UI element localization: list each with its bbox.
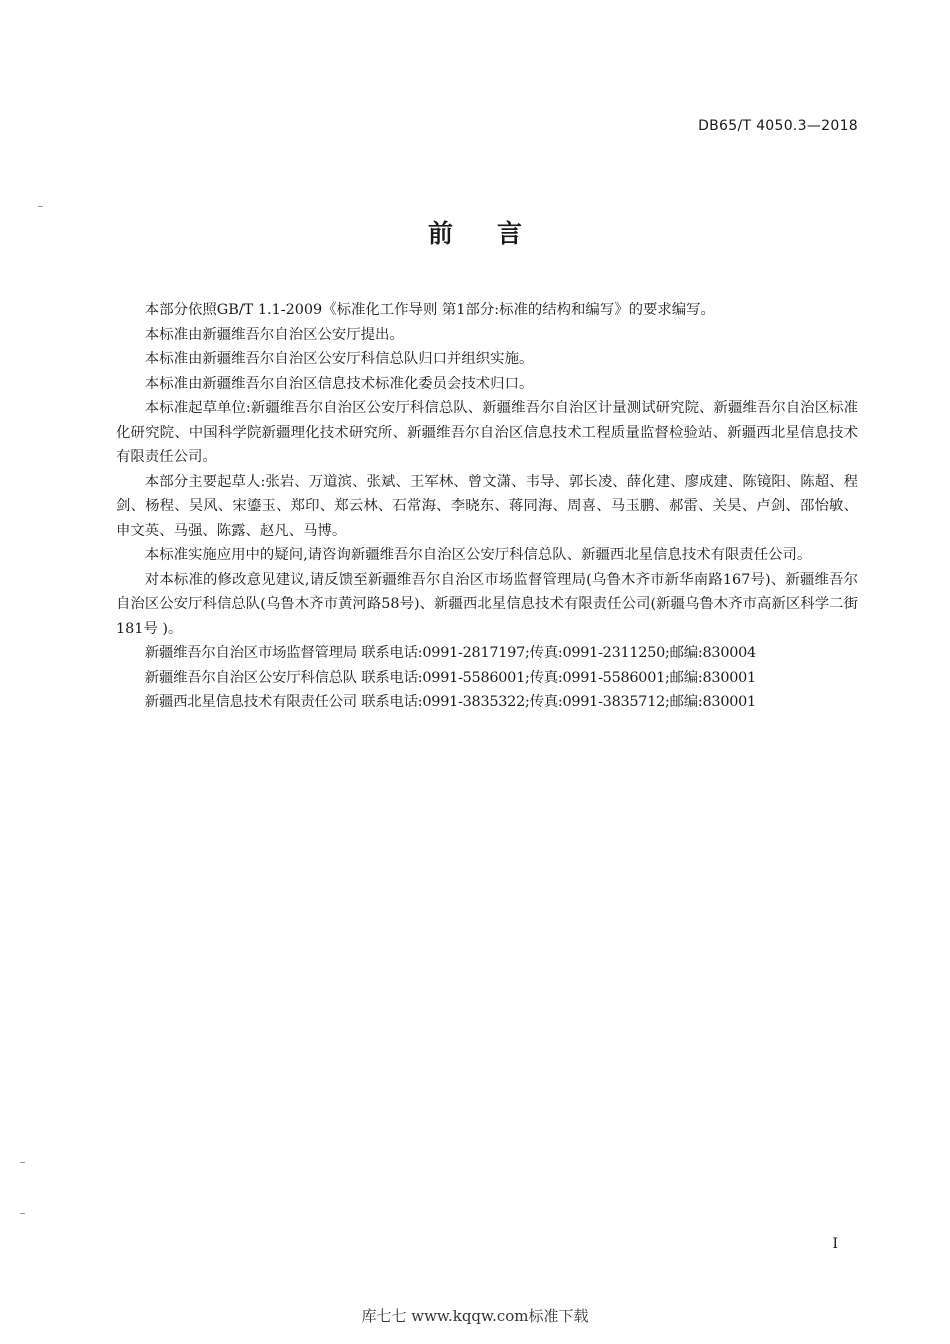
paragraph-inquiries: 本标准实施应用中的疑问,请咨询新疆维吾尔自治区公安厅科信总队、新疆西北星信息技术有限责任公司。 xyxy=(144,547,812,563)
paragraph-feedback: 对本标准的修改意见建议,请反馈至新疆维吾尔自治区市场监督管理局(乌鲁木齐市新华南路167号)、新疆维吾尔自治区公安厅科信总队(乌鲁木齐市黄河路58号)、新疆西北星信息技术有限责任公司(新疆乌鲁木齐市高新区科学二街181号 )。 xyxy=(116,571,858,637)
scan-artifact xyxy=(38,206,43,207)
foreword-body xyxy=(116,298,858,715)
paragraph-drafting-units: 本标准起草单位:新疆维吾尔自治区公安厅科信总队、新疆维吾尔自治区计量测试研究院、新疆维吾尔自治区标准化研究院、中国科学院新疆理化技术研究所、新疆维吾尔自治区信息技术工程质量监督检验站、新疆西北星信息技术有限责任公司。 xyxy=(116,400,858,465)
contact-line: 新疆维吾尔自治区公安厅科信总队 联系电话:0991-5586001;传真:0991-5586001;邮编:830001 xyxy=(144,669,756,686)
contact-line: 新疆维吾尔自治区市场监督管理局 联系电话:0991-2817197;传真:0991-2311250;邮编:830004 xyxy=(144,645,756,661)
paragraph-drafters: 本部分主要起草人:张岩、万道滨、张斌、王军林、曾文潇、韦导、郭长凌、薛化建、廖成建、陈镜阳、陈超、程剑、杨程、吴风、宋鎏玉、郑印、郑云林、石常海、李晓东、蒋同海、周喜、马玉鹏、郝雷、关昊、卢剑、邵怡敏、申文英、马强、陈露、赵凡、马博。 xyxy=(116,473,858,539)
paragraph-proposer: 本标准由新疆维吾尔自治区公安厅提出。 xyxy=(144,326,404,343)
contact-line: 新疆西北星信息技术有限责任公司 联系电话:0991-3835322;传真:0991-3835712;邮编:830001 xyxy=(144,694,756,710)
paragraph-basis: 本部分依照GB/T 1.1-2009《标准化工作导则 第1部分:标准的结构和编写》的要求编写。 xyxy=(144,302,715,318)
standard-code: DB65/T 4050.3—2018 xyxy=(698,118,858,134)
page-title: 前言 xyxy=(427,219,566,248)
page-number: I xyxy=(832,1236,838,1252)
paragraph-implementer: 本标准由新疆维吾尔自治区公安厅科信总队归口并组织实施。 xyxy=(144,351,534,367)
footer-watermark: 库七七 www.kqqw.com标准下载 xyxy=(361,1307,589,1325)
paragraph-technical-owner: 本标准由新疆维吾尔自治区信息技术标准化委员会技术归口。 xyxy=(144,375,534,392)
scan-artifact xyxy=(20,1162,25,1163)
scan-artifact xyxy=(20,1213,25,1214)
